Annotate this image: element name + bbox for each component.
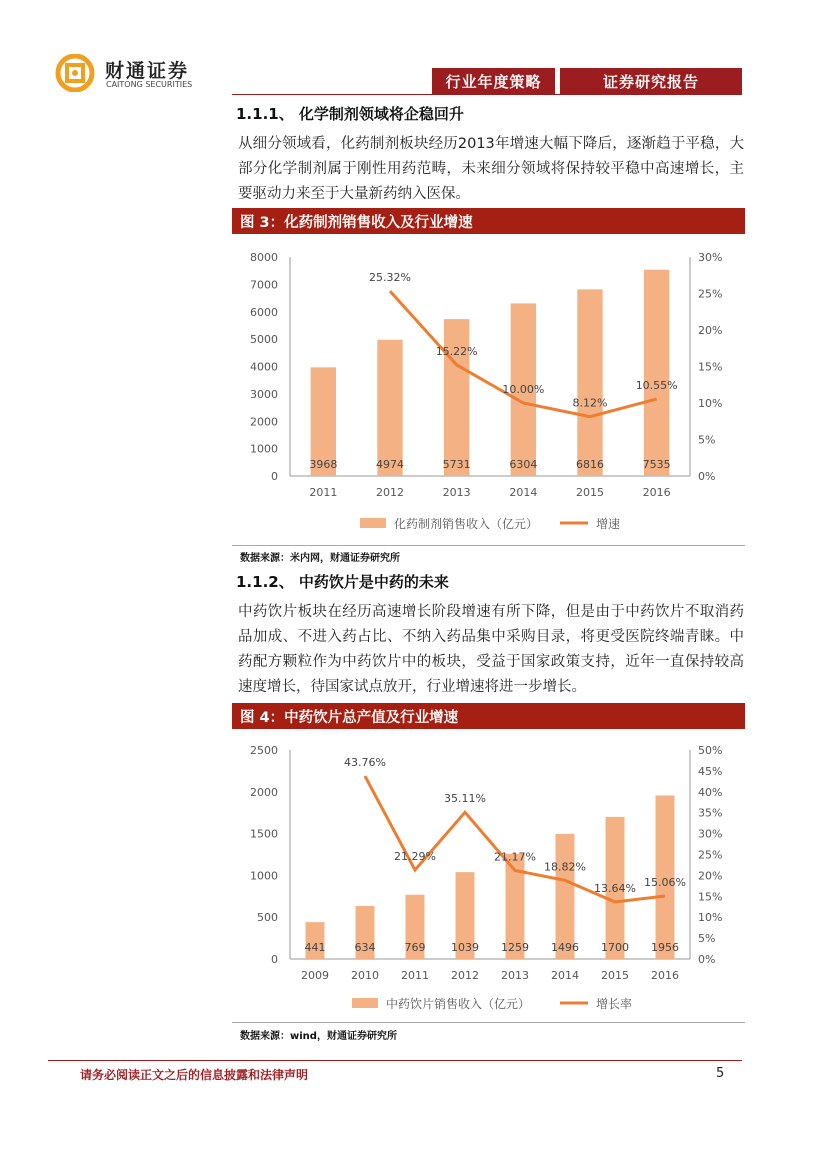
figure-title: 图 3：化药制剂销售收入及行业增速 — [232, 208, 745, 234]
line-data-label: 35.11% — [444, 792, 486, 806]
y-right-tick-label: 0% — [698, 953, 716, 966]
y-left-tick-label: 500 — [257, 911, 278, 925]
header-divider — [232, 94, 742, 95]
y-left-tick-label: 3000 — [250, 387, 278, 401]
footer-divider — [48, 1060, 742, 1061]
y-left-tick-label: 7000 — [250, 278, 278, 292]
line-data-label: 10.55% — [635, 378, 678, 392]
y-left-tick-label: 2000 — [250, 415, 278, 429]
bar-data-label: 1700 — [601, 941, 629, 954]
y-right-tick-label: 35% — [698, 806, 723, 820]
section-paragraph: 中药饮片板块在经历高速增长阶段增速有所下降，但是由于中药饮片不取消药品加成、不进入药占比、不纳入药品集中采购目录，将更受医院终端青睐。中药配方颗粒作为中药饮片中的板块，受益于国家政策支持，近年一直保持较高速度增长，待国家试点放开，行业增速将进一步增长。 — [238, 604, 744, 695]
report-category-tag: 证券研究报告 — [560, 68, 742, 94]
x-tick-label: 2012 — [376, 486, 404, 499]
x-tick-label: 2016 — [642, 486, 671, 499]
line-data-label: 15.22% — [435, 344, 478, 358]
line-data-label: 21.17% — [494, 850, 536, 864]
y-left-tick-label: 4000 — [250, 360, 278, 374]
x-tick-label: 2009 — [301, 969, 329, 982]
bar-data-label: 769 — [404, 941, 426, 954]
chart-figure4 — [232, 735, 745, 1020]
line-data-label: 10.00% — [502, 383, 545, 396]
page-number: 5 — [716, 1066, 725, 1081]
x-tick-label: 2011 — [309, 486, 338, 499]
x-tick-label: 2012 — [451, 969, 479, 982]
logo-subtext: CAITONG SECURITIES — [106, 80, 193, 89]
line-data-label: 18.82% — [544, 860, 586, 874]
x-tick-label: 2016 — [651, 969, 679, 982]
y-left-tick-label: 2000 — [250, 785, 278, 799]
y-right-tick-label: 10% — [698, 397, 723, 410]
y-left-tick-label: 0 — [271, 953, 278, 966]
y-left-tick-label: 0 — [271, 470, 278, 483]
y-right-tick-label: 5% — [698, 433, 716, 447]
line-data-label: 43.76% — [344, 756, 386, 770]
x-tick-label: 2010 — [351, 969, 379, 982]
legend-label: 化药制剂销售收入（亿元） — [394, 517, 539, 531]
y-left-tick-label: 1000 — [250, 442, 278, 456]
legend-swatch-bar — [352, 998, 378, 1008]
bar-data-label: 4974 — [376, 458, 404, 471]
y-right-tick-label: 30% — [698, 251, 723, 264]
bar-data-label: 6816 — [576, 458, 604, 471]
section-heading: 1.1.2、 中药饮片是中药的未来 — [236, 573, 449, 591]
x-tick-label: 2015 — [601, 969, 629, 982]
y-right-tick-label: 10% — [698, 911, 723, 925]
figure-source: 数据来源：米内网，财通证券研究所 — [240, 553, 400, 564]
divider — [232, 545, 745, 546]
caitong-logo-icon — [52, 54, 98, 92]
bar — [577, 289, 602, 476]
legend-swatch-bar — [360, 518, 386, 528]
bar-data-label: 1496 — [551, 941, 579, 954]
bar — [644, 270, 669, 476]
x-tick-label: 2014 — [551, 969, 579, 982]
section-paragraph: 从细分领域看，化药制剂板块经历2013年增速大幅下降后，逐渐趋于平稳，大部分化学制剂属于刚性用药范畴，未来细分领域将保持较平稳中高速增长，主要驱动力来至于大量新药纳入医保。 — [238, 136, 744, 202]
y-right-tick-label: 0% — [698, 470, 716, 483]
legend-label: 增长率 — [596, 997, 633, 1011]
line-data-label: 25.32% — [369, 271, 411, 285]
line-data-label: 13.64% — [594, 881, 636, 895]
bar — [377, 340, 402, 476]
y-right-tick-label: 20% — [698, 869, 723, 883]
section-heading: 1.1.1、 化学制剂领域将企稳回升 — [236, 105, 464, 123]
y-left-tick-label: 8000 — [250, 251, 278, 264]
y-right-tick-label: 25% — [698, 287, 723, 301]
bar-data-label: 1259 — [501, 941, 529, 954]
x-tick-label: 2013 — [442, 486, 471, 499]
chart-figure3 — [232, 240, 745, 540]
bar-data-label: 1039 — [451, 941, 479, 954]
y-right-tick-label: 30% — [698, 827, 723, 841]
y-right-tick-label: 25% — [698, 848, 723, 862]
y-left-tick-label: 1000 — [250, 869, 278, 883]
bar-data-label: 3968 — [309, 458, 338, 471]
y-left-tick-label: 6000 — [250, 305, 278, 319]
x-tick-label: 2013 — [501, 969, 529, 982]
bar-data-label: 634 — [354, 941, 376, 954]
bar-data-label: 7535 — [642, 458, 671, 471]
bar — [444, 319, 469, 476]
y-right-tick-label: 45% — [698, 764, 723, 778]
x-tick-label: 2014 — [509, 486, 538, 499]
line-data-label: 8.12% — [572, 396, 608, 410]
bar-data-label: 1956 — [651, 941, 679, 954]
bar-data-label: 6304 — [509, 458, 538, 471]
bar-data-label: 5731 — [442, 458, 471, 471]
y-right-tick-label: 50% — [698, 744, 723, 757]
divider — [232, 1022, 745, 1023]
figure-title: 图 4：中药饮片总产值及行业增速 — [232, 703, 745, 729]
figure-source: 数据来源：wind，财通证券研究所 — [240, 1031, 397, 1042]
logo-text: 财通证券 — [105, 60, 190, 82]
legend-label: 中药饮片销售收入（亿元） — [386, 997, 531, 1011]
bar-data-label: 441 — [304, 941, 326, 954]
legend-label: 增速 — [596, 517, 621, 531]
y-right-tick-label: 15% — [698, 890, 723, 904]
y-left-tick-label: 2500 — [250, 744, 278, 757]
x-tick-label: 2011 — [401, 969, 429, 982]
line-data-label: 21.29% — [394, 850, 436, 864]
y-right-tick-label: 15% — [698, 360, 723, 374]
report-type-tag: 行业年度策略 — [432, 68, 555, 94]
y-right-tick-label: 40% — [698, 785, 723, 799]
line-data-label: 15.06% — [644, 876, 686, 890]
y-left-tick-label: 5000 — [250, 333, 278, 347]
x-tick-label: 2015 — [576, 486, 604, 499]
y-left-tick-label: 1500 — [250, 827, 278, 841]
y-right-tick-label: 20% — [698, 324, 723, 337]
footer-disclaimer: 请务必阅读正文之后的信息披露和法律声明 — [80, 1068, 309, 1082]
y-right-tick-label: 5% — [698, 932, 716, 946]
